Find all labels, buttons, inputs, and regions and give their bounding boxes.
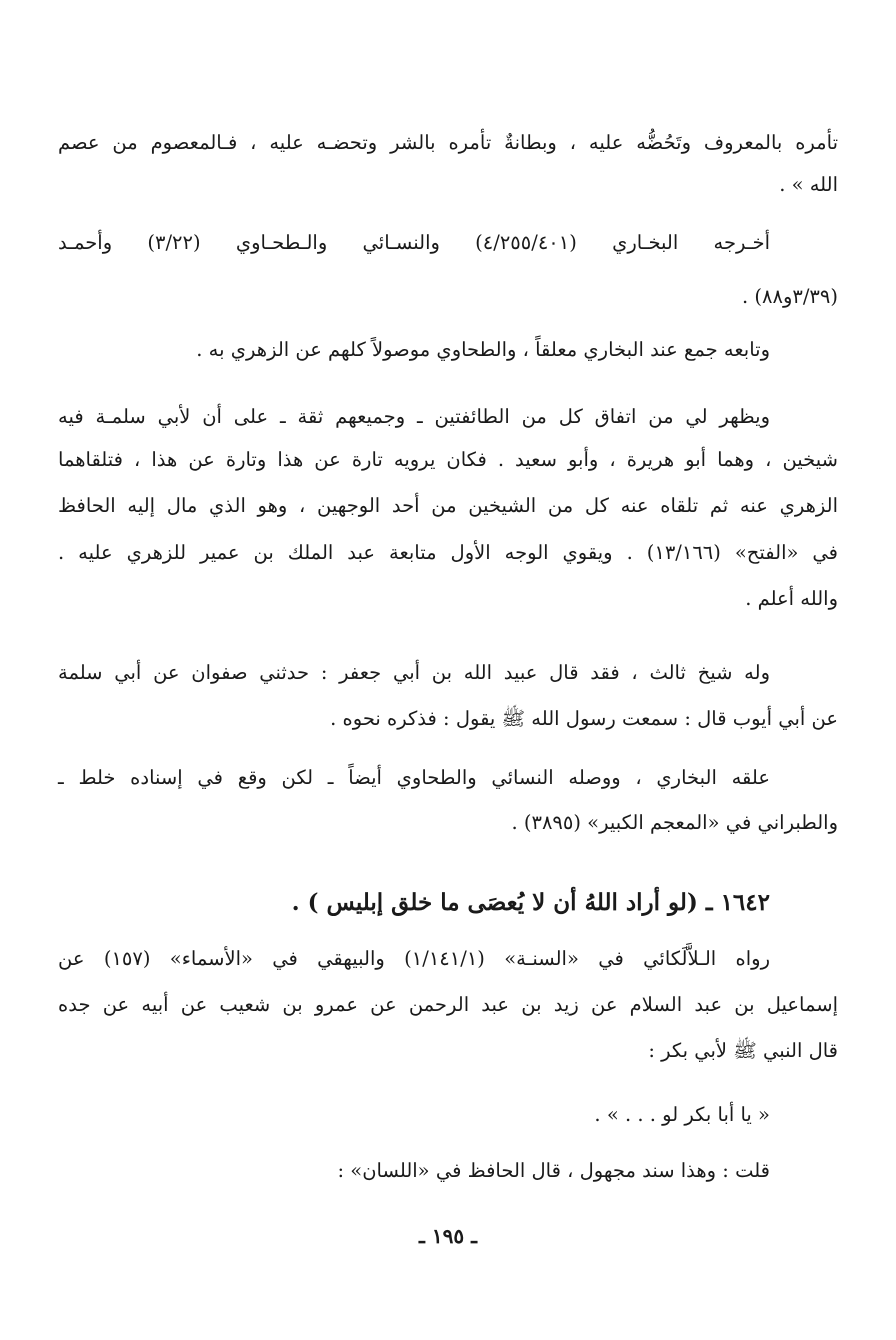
text-line: ويظهر لي من اتفاق كل من الطائفتين ـ وجميعهم ثقة ـ على أن لأبي سلمـة فيه: [58, 405, 770, 428]
text-line: عن أبي أيوب قال : سمعت رسول الله ﷺ يقول : فذكره نحوه .: [330, 707, 838, 730]
text-line: إسماعيل بن عبد السلام عن زيد بن عبد الرحمن عن عمرو بن شعيب عن أبيه عن جده: [58, 993, 838, 1016]
text-line: في «الفتح» (١٣/١٦٦) . ويقوي الوجه الأول متابعة عبد الملك بن عمير للزهري عليه .: [58, 541, 838, 564]
text-line: « يا أبا بكر لو . . . » .: [594, 1103, 770, 1126]
text-line: والله أعلم .: [745, 587, 838, 610]
text-line: قلت : وهذا سند مجهول ، قال الحافظ في «اللسان» :: [337, 1159, 770, 1182]
text-line: شيخين ، وهما أبو هريرة ، وأبو سعيد . فكان يرويه تارة عن هذا وتارة عن هذا ، فتلقاهما: [58, 448, 838, 471]
text-line: الزهري عنه ثم تلقاه عنه كل من الشيخين من أحد الوجهين ، وهو الذي مال إليه الحافظ: [58, 494, 838, 517]
text-line: رواه الـلاَّلَكائي في «السنـة» (١/١٤١/١) والبيهقي في «الأسماء» (١٥٧) عن: [58, 947, 771, 970]
text-line: الله » .: [779, 173, 838, 196]
text-line: أخـرجه البخـاري (٤/٢٥٥/٤٠١) والنسـائي والـطحـاوي (٣/٢٢) وأحمـد: [58, 231, 770, 254]
text-line: تأمره بالمعروف وتَحُضُّه عليه ، وبطانةٌ تأمره بالشر وتحضـه عليه ، فـالمعصوم من عصم: [58, 131, 838, 154]
text-line: وله شيخ ثالث ، فقد قال عبيد الله بن أبي جعفر : حدثني صفوان عن أبي سلمة: [58, 661, 770, 684]
page-number: ـ ١٩٥ ـ: [419, 1224, 477, 1248]
text-line: والطبراني في «المعجم الكبير» (٣٨٩٥) .: [511, 811, 838, 834]
text-line: قال النبي ﷺ لأبي بكر :: [648, 1039, 838, 1062]
text-line: وتابعه جمع عند البخاري معلقاً ، والطحاوي موصولاً كلهم عن الزهري به .: [196, 338, 770, 361]
hadith-heading: ١٦٤٢ ـ (لو أراد اللهُ أن لا يُعصَى ما خلق إبليس ) .: [291, 889, 770, 916]
text-line: علقه البخاري ، ووصله النسائي والطحاوي أيضاً ـ لكن وقع في إسناده خلط ـ: [58, 766, 770, 789]
text-line: (٣/٣٩و٨٨) .: [742, 285, 838, 308]
